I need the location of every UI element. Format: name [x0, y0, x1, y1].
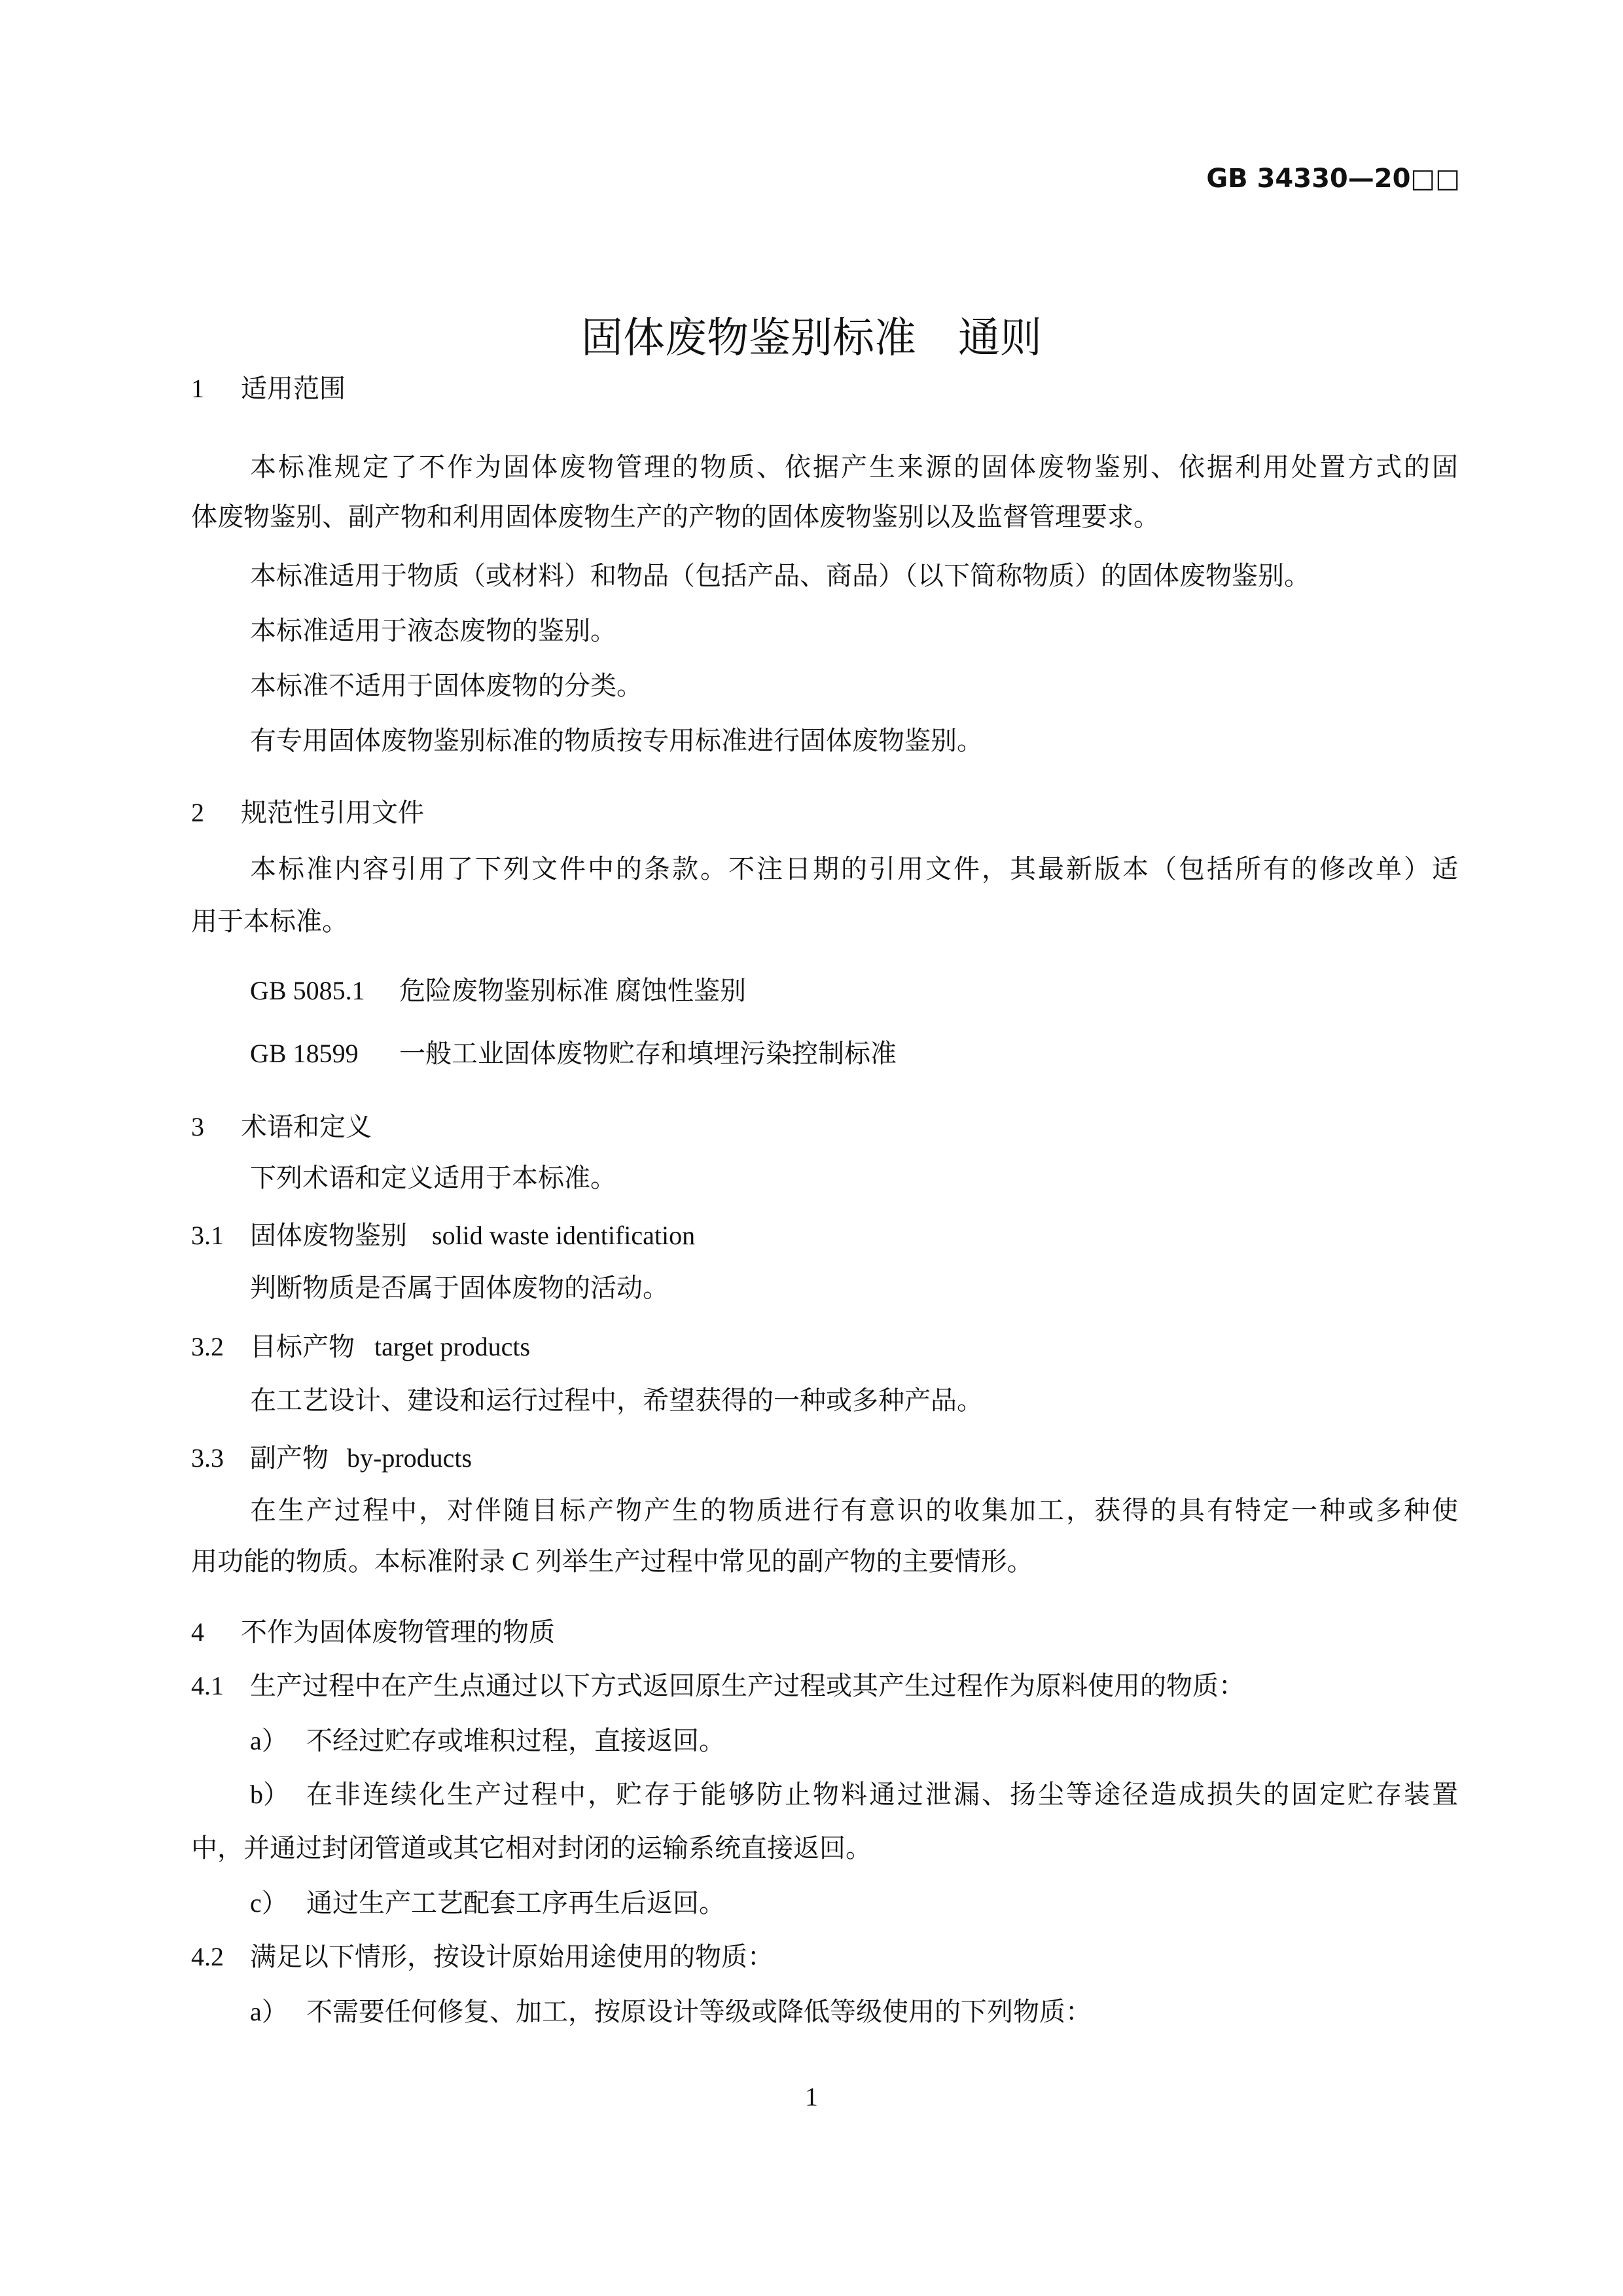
term-3-1-en: solid waste identification	[432, 1221, 696, 1250]
section-3-number: 3	[191, 1112, 204, 1141]
reference-1-code: GB 5085.1	[250, 976, 365, 1005]
section-3-heading: 术语和定义	[241, 1112, 372, 1142]
clause-4-1-number: 4.1	[191, 1671, 224, 1700]
section-2-number: 2	[191, 798, 204, 827]
clause-4-1-heading: 生产过程中在产生点通过以下方式返回原生产过程或其产生过程作为原料使用的物质：	[250, 1671, 1245, 1701]
section-1-paragraph-5: 有专用固体废物鉴别标准的物质按专用标准进行固体废物鉴别。	[250, 726, 983, 755]
term-3-1-definition: 判断物质是否属于固体废物的活动。	[250, 1273, 669, 1302]
section-2-heading: 规范性引用文件	[241, 798, 424, 828]
reference-1-title: 危险废物鉴别标准 腐蚀性鉴别	[399, 976, 746, 1005]
term-3-2-number: 3.2	[191, 1332, 224, 1361]
term-3-2-en: target products	[374, 1332, 531, 1361]
clause-4-1-b-marker: b）	[250, 1780, 289, 1809]
term-3-1-number: 3.1	[191, 1221, 224, 1250]
section-1-paragraph-1a: 本标准规定了不作为固体废物管理的物质、依据产生来源的固体废物鉴别、依据利用处置方式的固	[250, 452, 1458, 482]
document-title: 固体废物鉴别标准 通则	[581, 314, 1042, 363]
term-3-1-zh: 固体废物鉴别	[250, 1221, 407, 1251]
term-3-3-en: by-products	[347, 1443, 473, 1473]
clause-4-1-b-text-1: 在非连续化生产过程中，贮存于能够防止物料通过泄漏、扬尘等途径造成损失的固定贮存装置	[306, 1780, 1458, 1809]
clause-4-2-number: 4.2	[191, 1942, 224, 1971]
section-2-paragraph-1b: 用于本标准。	[191, 906, 348, 936]
section-1-paragraph-1b: 体废物鉴别、副产物和利用固体废物生产的产物的固体废物鉴别以及监督管理要求。	[191, 502, 1160, 531]
clause-4-1-a-marker: a）	[250, 1726, 288, 1755]
section-1-heading: 适用范围	[241, 374, 346, 404]
reference-2-code: GB 18599	[250, 1039, 359, 1068]
clause-4-2-a-marker: a）	[250, 1997, 288, 2026]
term-3-3-zh: 副产物	[250, 1443, 329, 1473]
section-4-number: 4	[191, 1617, 204, 1647]
clause-4-2-heading: 满足以下情形，按设计原始用途使用的物质：	[250, 1942, 774, 1972]
section-2-paragraph-1a: 本标准内容引用了下列文件中的条款。不注日期的引用文件，其最新版本（包括所有的修改单）适	[250, 854, 1458, 884]
term-3-2-definition: 在工艺设计、建设和运行过程中，希望获得的一种或多种产品。	[250, 1386, 983, 1415]
section-1-paragraph-3: 本标准适用于液态废物的鉴别。	[250, 616, 616, 645]
section-1-paragraph-4: 本标准不适用于固体废物的分类。	[250, 671, 643, 700]
standard-code: GB 34330—20□□	[1206, 164, 1460, 194]
clause-4-1-b-text-2: 中，并通过封闭管道或其它相对封闭的运输系统直接返回。	[191, 1833, 872, 1863]
section-3-intro: 下列术语和定义适用于本标准。	[250, 1163, 616, 1193]
section-4-heading: 不作为固体废物管理的物质	[241, 1617, 555, 1647]
term-3-3-definition-a: 在生产过程中，对伴随目标产物产生的物质进行有意识的收集加工，获得的具有特定一种或多种使	[250, 1496, 1458, 1525]
term-3-3-definition-b: 用功能的物质。本标准附录 C 列举生产过程中常见的副产物的主要情形。	[191, 1547, 1033, 1576]
section-1-paragraph-2: 本标准适用于物质（或材料）和物品（包括产品、商品）（以下简称物质）的固体废物鉴别。	[250, 561, 1310, 590]
term-3-2-zh: 目标产物	[250, 1332, 355, 1362]
reference-2-title: 一般工业固体废物贮存和填埋污染控制标准	[399, 1039, 897, 1068]
section-1-number: 1	[191, 374, 204, 403]
term-3-3-number: 3.3	[191, 1443, 224, 1473]
clause-4-1-c-marker: c）	[250, 1888, 288, 1918]
page-number: 1	[805, 2082, 818, 2111]
clause-4-1-c-text: 通过生产工艺配套工序再生后返回。	[306, 1888, 725, 1918]
clause-4-1-a-text: 不经过贮存或堆积过程，直接返回。	[306, 1726, 725, 1755]
clause-4-2-a-text: 不需要任何修复、加工，按原设计等级或降低等级使用的下列物质：	[306, 1997, 1092, 2026]
